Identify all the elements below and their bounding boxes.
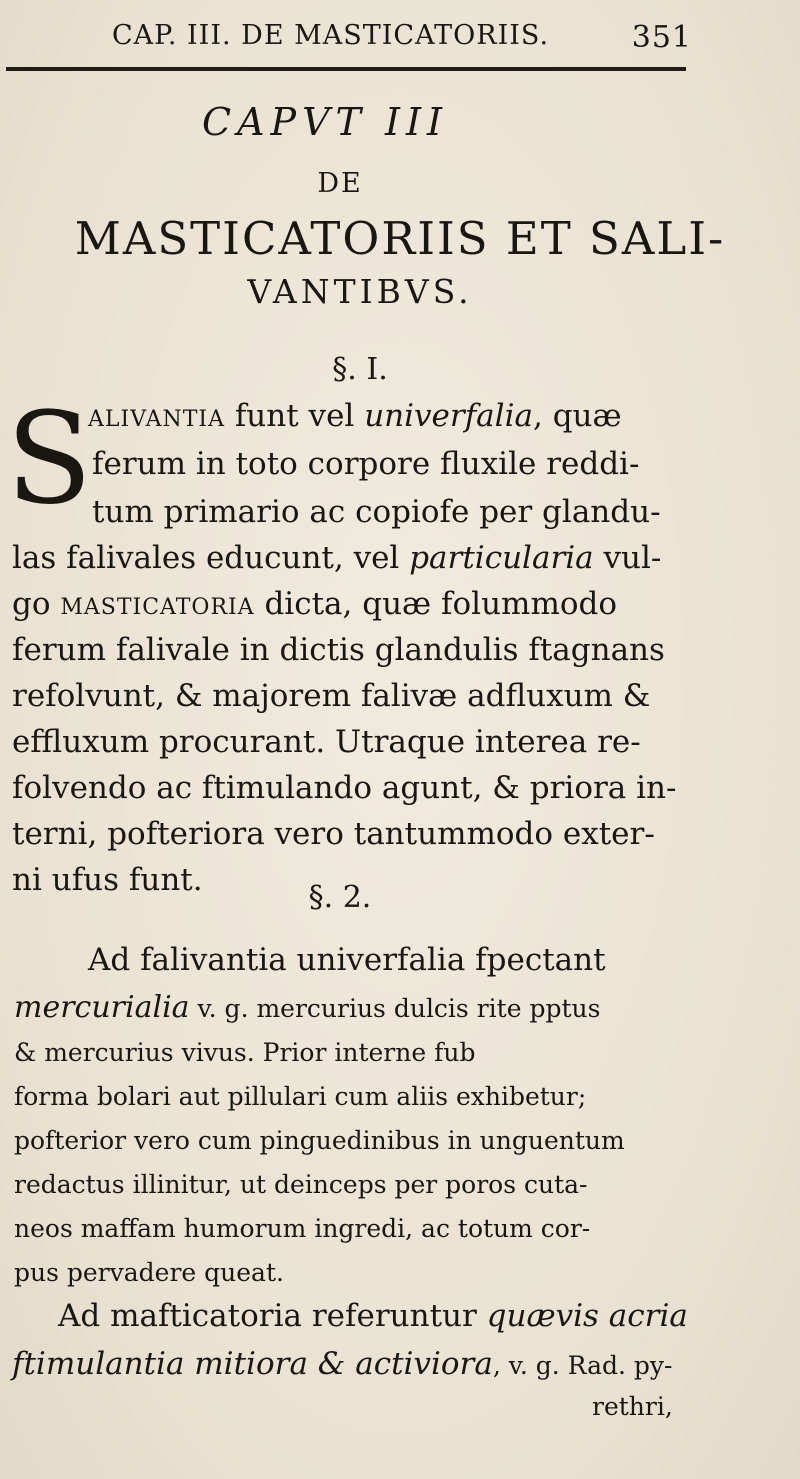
page-number: 351 xyxy=(631,20,692,55)
catchword: rethri, xyxy=(592,1392,673,1421)
text-line: pofterior vero cum pinguedinibus in unguentum xyxy=(14,1126,625,1155)
text-line: Ad falivantia univerfalia fpectant xyxy=(88,942,606,978)
text-line: forma bolari aut pillulari cum aliis exhibetur; xyxy=(14,1082,587,1111)
text-line: & mercurius vivus. Prior interne fub xyxy=(14,1038,476,1067)
text-line: las falivales educunt, vel particularia vul- xyxy=(12,540,662,576)
text-line: tum primario ac copiofe per glandu- xyxy=(92,494,661,530)
text-line: ftimulantia mitiora & activiora, v. g. Rad. py- xyxy=(12,1346,673,1382)
drop-cap: S xyxy=(6,385,93,532)
chapter-title: MASTICATORIIS ET SALI- xyxy=(74,212,726,265)
text-line: effluxum procurant. Utraque interea re- xyxy=(12,724,641,760)
text-line: ferum in toto corpore fluxile reddi- xyxy=(92,446,640,482)
text-line: go masticatoria dicta, quæ folummodo xyxy=(12,586,618,622)
section-mark-1: §. I. xyxy=(332,352,388,387)
running-head-title: CAP. III. DE MASTICATORIIS. xyxy=(112,20,550,51)
text-line: Ad mafticatoria referuntur quævis acria xyxy=(58,1298,688,1334)
text-line: neos maffam humorum ingredi, ac totum cor- xyxy=(14,1214,591,1243)
chapter-label: CAPVT III xyxy=(202,100,448,144)
text-line: ni ufus funt. xyxy=(12,862,203,898)
text-line: pus pervadere queat. xyxy=(14,1258,284,1287)
section-mark-2: §. 2. xyxy=(308,880,372,915)
chapter-de: DE xyxy=(317,168,363,199)
text-line: refolvunt, & majorem falivæ adfluxum & xyxy=(12,678,651,714)
chapter-title-continued: VANTIBVS. xyxy=(247,272,473,311)
text-line: redactus illinitur, ut deinceps per poros cuta- xyxy=(14,1170,588,1199)
header-rule xyxy=(6,67,686,71)
running-head xyxy=(112,18,692,58)
text-line: terni, pofteriora vero tantummodo exter- xyxy=(12,816,655,852)
text-line: alivantia funt vel univerfalia, quæ xyxy=(88,398,622,434)
text-line: mercurialia v. g. mercurius dulcis rite pptus xyxy=(14,990,601,1025)
text-line: folvendo ac ftimulando agunt, & priora in- xyxy=(12,770,677,806)
text-line: ferum falivale in dictis glandulis ftagnans xyxy=(12,632,665,668)
